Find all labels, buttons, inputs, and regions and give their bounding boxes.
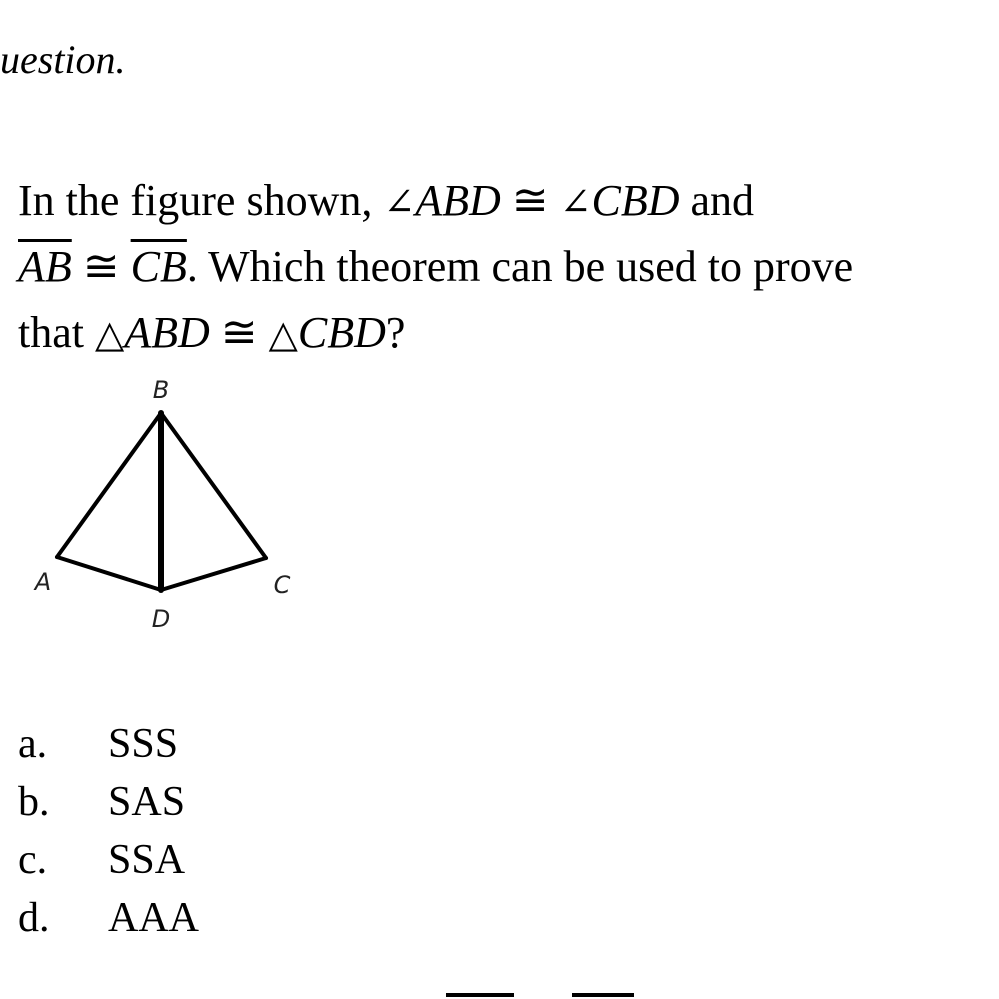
congruent-symbol: ≅	[500, 176, 560, 225]
segment-ad-line	[57, 557, 161, 590]
question-mark: ?	[385, 308, 406, 357]
question-text-part: . Which theorem can be used to prove	[186, 242, 854, 291]
answer-blank-line	[446, 993, 514, 997]
choice-b[interactable]	[18, 773, 199, 831]
segment-ab-line	[57, 413, 161, 557]
choice-letter: b.	[18, 779, 50, 825]
angle-symbol: ∠	[383, 180, 416, 224]
question-text-part: that	[18, 308, 95, 357]
choice-letter: a.	[18, 721, 48, 767]
choice-text: SAS	[108, 779, 186, 825]
angle-symbol: ∠	[559, 180, 592, 224]
choice-text: SSA	[108, 837, 186, 883]
triangle-cbd: CBD	[297, 308, 386, 357]
vertex-label-d: D	[151, 605, 171, 633]
question-text-part: and	[679, 176, 754, 225]
congruent-symbol: ≅	[209, 308, 269, 357]
question-line-2	[18, 234, 993, 300]
question-text-part: In the figure shown,	[18, 176, 384, 225]
triangle-abd: ABD	[124, 308, 210, 357]
answer-choices	[18, 715, 199, 947]
header-fragment: uestion.	[0, 37, 126, 82]
segment-dc-line	[161, 558, 266, 590]
triangle-symbol: △	[268, 312, 298, 356]
segment-bc-line	[161, 413, 266, 558]
answer-blank-line	[572, 993, 634, 997]
question-text	[18, 168, 993, 366]
choice-c[interactable]	[18, 831, 199, 889]
question-line-3	[18, 300, 993, 366]
triangle-symbol: △	[94, 312, 125, 356]
segment-ab: $\overline{AB}$	[18, 242, 72, 291]
choice-text: SSS	[108, 721, 179, 767]
choice-letter: c.	[18, 837, 48, 883]
vertex-label-a: A	[34, 568, 52, 596]
segment-cb: $\overline{CB}$	[130, 242, 187, 291]
choice-text: AAA	[108, 895, 199, 941]
vertex-label-c: C	[273, 571, 291, 599]
choice-letter: d.	[18, 895, 50, 941]
choice-d[interactable]	[18, 889, 199, 947]
triangle-figure	[20, 365, 320, 645]
question-line-1	[18, 168, 993, 234]
vertex-label-b: B	[152, 376, 170, 404]
choice-a[interactable]	[18, 715, 199, 773]
angle-abd: ABD	[415, 176, 501, 225]
congruent-symbol: ≅	[71, 242, 131, 291]
angle-cbd: CBD	[591, 176, 680, 225]
